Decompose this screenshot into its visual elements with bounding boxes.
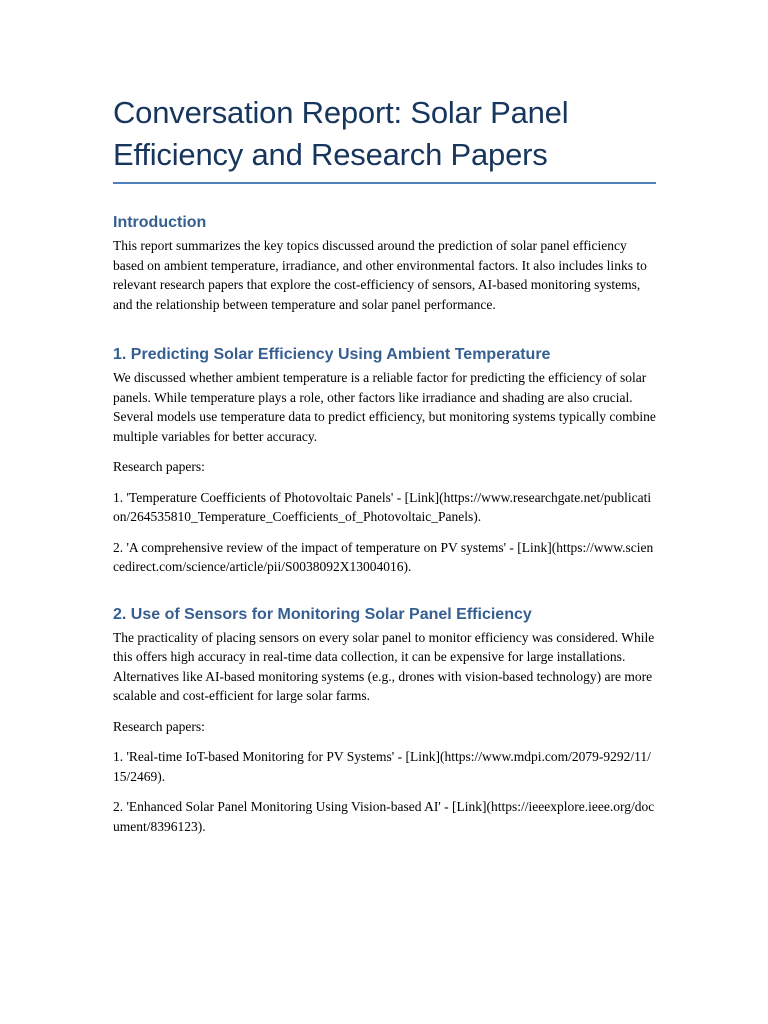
- section-2-heading: 2. Use of Sensors for Monitoring Solar Panel Efficiency: [113, 605, 532, 623]
- document-page: [113, 92, 656, 836]
- document-title: Conversation Report: Solar Panel Efficiency and Research Papers: [113, 92, 656, 184]
- section-1-papers-label: Research papers:: [113, 459, 205, 474]
- section-1-paragraph: We discussed whether ambient temperature is a reliable factor for predicting the efficiency of solar panels. While temperature plays a role, other factors like irradiance and shading are also crucial. Several models use temperature data to predict efficiency, but monitoring systems typically combine multiple variables for better accuracy.: [113, 370, 656, 444]
- section-1-heading: 1. Predicting Solar Efficiency Using Ambient Temperature: [113, 346, 551, 363]
- section-2-paper-item: 2. 'Enhanced Solar Panel Monitoring Using Vision-based AI' - [Link](https://ieeexplore.ieee.org/document/8396123).: [113, 799, 655, 834]
- introduction-heading: Introduction: [113, 214, 207, 231]
- introduction-paragraph: This report summarizes the key topics discussed around the prediction of solar panel efficiency based on ambient temperature, irradiance, and other environmental factors. It also includes links to relevant research papers that explore the cost-efficiency of sensors, AI-based monitoring systems, and the relationship between temperature and solar panel performance.: [113, 238, 647, 312]
- section-2-paper-item: 1. 'Real-time IoT-based Monitoring for PV Systems' - [Link](https://www.mdpi.com/2079-9292/11/15/2469).: [113, 749, 651, 784]
- section-1-paper-item: 1. 'Temperature Coefficients of Photovoltaic Panels' - [Link](https://www.researchgate.net/publication/264535810_Temperature_Coefficients_of_Photovoltaic_Panels).: [113, 489, 652, 524]
- section-2-papers-label: Research papers:: [113, 718, 205, 734]
- section-2-paragraph: The practicality of placing sensors on every solar panel to monitor efficiency was considered. While this offers high accuracy in real-time data collection, it can be expensive for large installations. Alternatives like AI-based monitoring systems (e.g., drones with vision-based technology) are more scalable and cost-efficient for large solar farms.: [113, 629, 655, 703]
- section-1-paper-item: 2. 'A comprehensive review of the impact of temperature on PV systems' - [Link](https://www.sciencedirect.com/science/article/pii/S0038092X13004016).: [113, 539, 654, 574]
